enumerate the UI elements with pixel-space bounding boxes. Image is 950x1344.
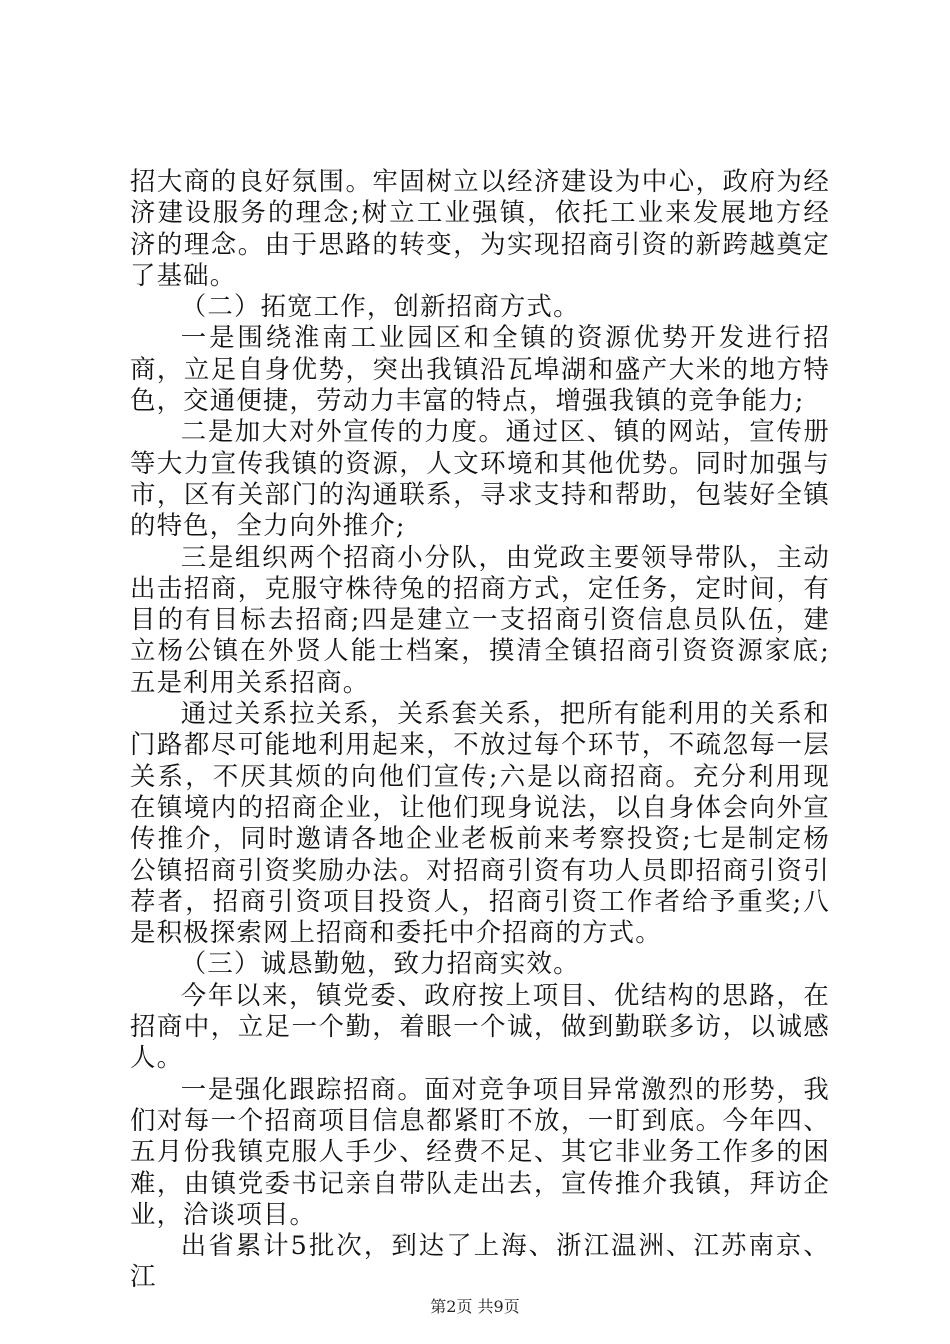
page-footer [0, 1297, 950, 1317]
paragraph: 三是组织两个招商小分队，由党政主要领导带队，主动出击招商，克服守株待兔的招商方式，定任务，定时间，有目的有目标去招商;四是建立一支招商引资信息员队伍，建立杨公镇在外贤人能士档案，摸清全镇招商引资资源家底;五是利用关系招商。 [130, 541, 830, 697]
paragraph: 一是围绕淮南工业园区和全镇的资源优势开发进行招商，立足自身优势，突出我镇沿瓦埠湖和盛产大米的地方特色，交通便捷，劳动力丰富的特点，增强我镇的竞争能力; [130, 322, 830, 416]
document-body [130, 166, 830, 1293]
paragraph-truncated: 出省累计5批次，到达了上海、浙江温洲、江苏南京、江 [130, 1230, 830, 1292]
section-heading-3: （三）诚恳勤勉，致力招商实效。 [180, 948, 580, 979]
paragraph: 一是强化跟踪招商。面对竞争项目异常激烈的形势，我们对每一个招商项目信息都紧盯不放，一盯到底。今年四、五月份我镇克服人手少、经费不足、其它非业务工作多的困难，由镇党委书记亲自带队走出去，宣传推介我镇，拜访企业，洽谈项目。 [130, 1073, 830, 1229]
paragraph: 通过关系拉关系，关系套关系，把所有能利用的关系和门路都尽可能地利用起来，不放过每个环节，不疏忽每一层关系，不厌其烦的向他们宣传;六是以商招商。充分利用现在镇境内的招商企业，让他们现身说法，以自身体会向外宣传推介，同时邀请各地企业老板前来考察投资;七是制定杨公镇招商引资奖励办法。对招商引资有功人员即招商引资引荐者，招商引资项目投资人，招商引资工作者给予重奖;八是积极探索网上招商和委托中介招商的方式。 [130, 698, 830, 948]
paragraph: 今年以来，镇党委、政府按上项目、优结构的思路，在招商中，立足一个勤，着眼一个诚，做到勤联多访，以诚感人。 [130, 979, 830, 1073]
paragraph-continued: 招大商的良好氛围。牢固树立以经济建设为中心，政府为经济建设服务的理念;树立工业强镇，依托工业来发展地方经济的理念。由于思路的转变，为实现招商引资的新跨越奠定了基础。 [130, 166, 830, 290]
page-number: 第2页 共9页 [430, 1297, 520, 1316]
section-heading-2: （二）拓宽工作，创新招商方式。 [180, 291, 580, 322]
paragraph: 二是加大对外宣传的力度。通过区、镇的网站，宣传册等大力宣传我镇的资源，人文环境和其他优势。同时加强与市，区有关部门的沟通联系，寻求支持和帮助，包装好全镇的特色，全力向外推介; [130, 416, 830, 541]
